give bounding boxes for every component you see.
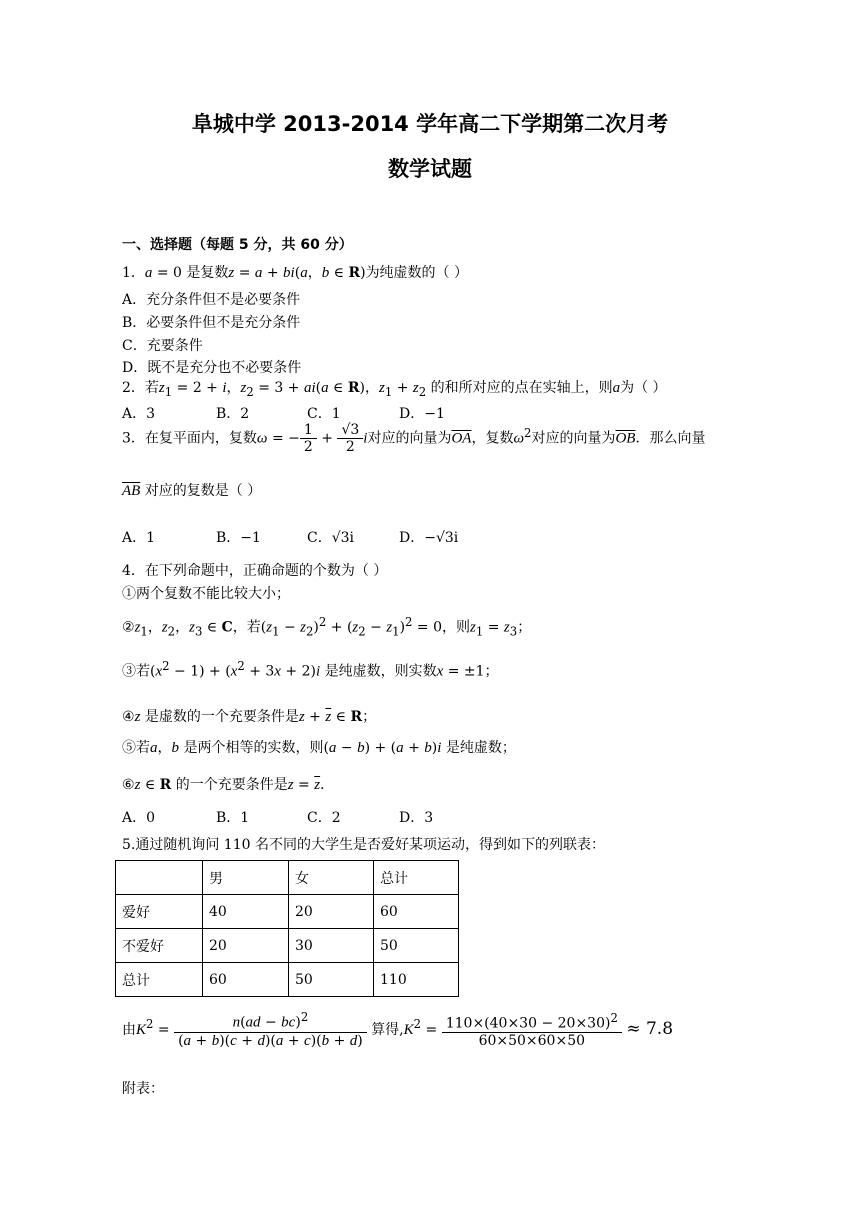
q4-option-c: C．2	[307, 810, 341, 826]
q3-option-c: C．√3i	[307, 530, 355, 546]
question-4: 4．在下列命题中，正确命题的个数为（ ）	[122, 563, 388, 579]
q4-prop-6: ⑥z ∈ R 的一个充要条件是$z = \overline{z}$．	[122, 777, 335, 793]
section-heading: 一、选择题（每题 5 分，共 60 分）	[122, 237, 353, 253]
q4-option-a: A．0	[122, 810, 156, 826]
q4-option-d: D．3	[399, 810, 434, 826]
q4-prop-5: ⑤若a，b 是两个相等的实数，则(a − b) + (a + b)i 是纯虚数；	[122, 740, 516, 756]
table-cell: 30	[289, 929, 374, 963]
table-header-row	[116, 861, 459, 895]
q3-option-d: D．−√3i	[399, 530, 459, 546]
q4-prop-1: ①两个复数不能比较大小；	[122, 586, 290, 602]
question-5: 5.通过随机询问 110 名不同的大学生是否爱好某项运动，得到如下的列联表：	[122, 837, 605, 853]
table-cell: 女	[289, 861, 374, 895]
table-cell: 20	[289, 895, 374, 929]
q2-option-c: C．1	[307, 406, 341, 422]
q3-options	[122, 527, 458, 547]
table-cell: 总计	[374, 861, 459, 895]
question-1: 1．a = 0 是复数z = a + bi(a，b ∈ R)为纯虚数的（ ）	[122, 265, 469, 281]
page-title: 阜城中学 2013-2014 学年高二下学期第二次月考	[191, 112, 669, 136]
q4-options	[122, 807, 433, 827]
table-cell: 110	[374, 963, 459, 997]
table-cell: 不爱好	[116, 929, 203, 963]
q2-option-a: A．3	[122, 406, 156, 422]
q1-option-a: A．充分条件但不是必要条件	[122, 292, 301, 308]
q4-prop-2: $②z_1$，$z_2$，$z_3$ ∈ C，若$(z_1 - z_2)^2 + (z_2 - z_1)^2 = 0$，则$z_1 = z_3$；	[122, 615, 532, 639]
chi-square-formula: 由$K^2$ = $\frac{n(ad - bc)^2}{(a + b)(c + d)(a + c)(b + d)}$ 算得$,K^2$ = $\frac{110\times(40\times 30 - 20\times 30)^2}{60\times 50\times 60\times 50}$ ≈ 7.8	[122, 1010, 674, 1049]
table-cell	[116, 861, 203, 895]
q1-option-d: D．既不是充分也不必要条件	[122, 360, 302, 376]
question-3: 3．在复平面内，复数ω = − $\frac{1}{2}$ + $\frac{√3}{2}$ i对应的向量为$\overline{OA}$，复数$\omega^2$对应的向量为$\overline{OB}$．那么向量	[122, 422, 706, 455]
table-cell: 20	[203, 929, 289, 963]
q2-option-b: B．2	[216, 406, 250, 422]
table-cell: 总计	[116, 963, 203, 997]
table-cell: 爱好	[116, 895, 203, 929]
table-cell: 60	[203, 963, 289, 997]
q4-prop-3: ③若$(x^2 - 1) + (x^2 + 3x + 2)i$ 是纯虚数，则实数x = ±1；	[122, 659, 499, 680]
q2-option-d: D．−1	[399, 406, 445, 422]
q1-option-b: B．必要条件但不是充分条件	[122, 315, 301, 331]
q3-option-b: B．−1	[216, 530, 261, 546]
contingency-table	[115, 860, 459, 997]
appendix-label: 附表：	[122, 1081, 164, 1097]
table-row	[116, 929, 459, 963]
q2-options	[122, 403, 445, 423]
q3-option-a: A．1	[122, 530, 156, 546]
table-cell: 40	[203, 895, 289, 929]
table-row	[116, 895, 459, 929]
q1-option-c: C．充要条件	[122, 338, 203, 354]
q4-option-b: B．1	[216, 810, 250, 826]
question-2: 2．若$z_1 = 2 + i$，$z_2 = 3 + ai(a$ ∈ R)，$z_1 + z_2$ 的和所对应的点在实轴上，则a为（ ）	[122, 380, 667, 399]
page-subtitle: 数学试题	[388, 157, 472, 181]
table-cell: 男	[203, 861, 289, 895]
q4-prop-4: ④z 是虚数的一个充要条件是$z + \overline{z}$ ∈ R；	[122, 709, 377, 725]
table-row	[116, 963, 459, 997]
question-3-line2: $\overline{AB}$ 对应的复数是（ ）	[122, 483, 262, 499]
table-cell: 50	[374, 929, 459, 963]
table-cell: 50	[289, 963, 374, 997]
table-cell: 60	[374, 895, 459, 929]
